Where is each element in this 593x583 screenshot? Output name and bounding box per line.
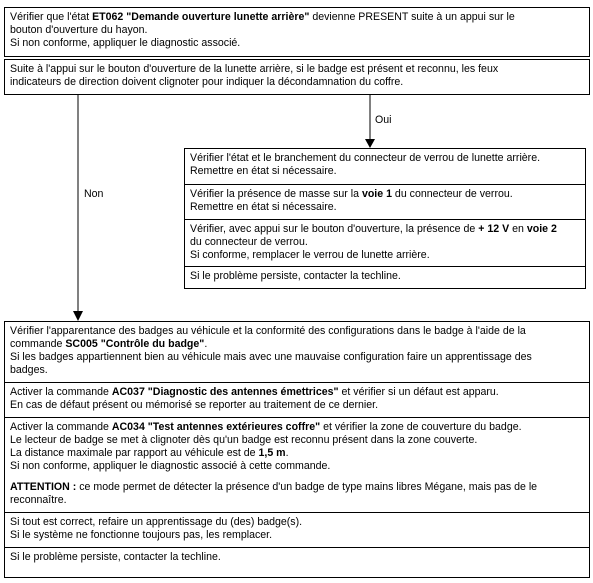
text: Si conforme, remplacer le verrou de lunette arrière. xyxy=(190,249,430,261)
text: Vérifier la présence de masse sur la xyxy=(190,188,362,200)
text: La distance maximale par rapport au véhicule est de xyxy=(10,447,259,459)
command-name: SC005 "Contrôle du badge" xyxy=(65,338,205,350)
check-et062-text xyxy=(5,8,589,53)
non-arrow-head xyxy=(73,311,83,321)
text: Activer la commande xyxy=(10,421,112,433)
text: . xyxy=(285,447,289,459)
text: reconnaître. xyxy=(10,494,67,506)
text: ce mode permet de détecter la présence d'un badge de type mains libres Mégane, mais pas de le xyxy=(76,481,538,493)
text: devienne PRESENT suite à un appui sur le xyxy=(309,11,515,23)
text: Vérifier l'apparentance des badges au véhicule et la conformité des configurations dans le badge à l'aide de la xyxy=(10,325,526,337)
unlock-condition-text xyxy=(5,60,589,92)
text: bouton d'ouverture du hayon. xyxy=(10,24,148,36)
techline-cell xyxy=(5,547,589,569)
command-name: AC037 "Diagnostic des antennes émettrices" xyxy=(111,386,339,398)
check-12v-cell xyxy=(185,219,585,266)
text: Si non conforme, appliquer le diagnostic associé. xyxy=(10,37,241,49)
text: Si les badges appartiennent bien au véhicule mais avec une mauvaise configuration faire un apprentissage des xyxy=(10,351,532,363)
voltage-label: + 12 V xyxy=(478,223,510,235)
text: en xyxy=(509,223,527,235)
attention-cell xyxy=(5,478,589,512)
text: commande xyxy=(10,338,66,350)
text: Si le système ne fonctionne toujours pas, les remplacer. xyxy=(10,529,273,541)
text: Vérifier, avec appui sur le bouton d'ouverture, la présence de xyxy=(190,223,479,235)
text: Activer la commande xyxy=(10,386,112,398)
antenna-test-cell xyxy=(5,417,589,478)
unlock-condition-box xyxy=(4,59,590,95)
text: du connecteur de verrou. xyxy=(190,236,308,248)
text: Si non conforme, appliquer le diagnostic associé à cette commande. xyxy=(10,460,331,472)
text: . xyxy=(204,338,208,350)
oui-arrow-head xyxy=(365,139,375,148)
oui-checks-box xyxy=(184,148,586,289)
text: du connecteur de verrou. xyxy=(391,188,513,200)
state-name: ET062 "Demande ouverture lunette arrière" xyxy=(92,11,310,23)
pin-label: voie 1 xyxy=(361,188,392,200)
relearn-cell xyxy=(5,512,589,547)
text: et vérifier la zone de couverture du badge. xyxy=(320,421,522,433)
text: Vérifier que l'état xyxy=(10,11,93,23)
check-et062-box xyxy=(4,7,590,57)
text: et vérifier si un défaut est apparu. xyxy=(338,386,499,398)
text: Remettre en état si nécessaire. xyxy=(190,201,337,213)
text: indicateurs de direction doivent clignoter pour indiquer la décondamnation du coffre. xyxy=(10,76,404,88)
check-connector-cell xyxy=(185,149,585,184)
attention-label: ATTENTION : xyxy=(10,481,77,493)
text: Si le problème persiste, contacter la techline. xyxy=(10,551,221,563)
non-label: Non xyxy=(84,188,104,200)
text: Remettre en état si nécessaire. xyxy=(190,165,337,177)
text: Si le problème persiste, contacter la techline. xyxy=(190,270,401,282)
text: Le lecteur de badge se met à clignoter dès qu'un badge est reconnu présent dans la zone couverte. xyxy=(10,434,478,446)
non-checks-box xyxy=(4,321,590,578)
text: En cas de défaut présent ou mémorisé se reporter au traitement de ce dernier. xyxy=(10,399,379,411)
oui-label: Oui xyxy=(375,114,392,126)
text: Si tout est correct, refaire un apprentissage du (des) badge(s). xyxy=(10,516,303,528)
pin-label: voie 2 xyxy=(526,223,557,235)
text: Vérifier l'état et le branchement du connecteur de verrou de lunette arrière. xyxy=(190,152,541,164)
badge-config-cell xyxy=(5,322,589,382)
techline-cell xyxy=(185,266,585,288)
command-name: AC034 "Test antennes extérieures coffre" xyxy=(111,421,321,433)
check-ground-cell xyxy=(185,184,585,219)
antenna-diag-cell xyxy=(5,382,589,417)
text: Suite à l'appui sur le bouton d'ouverture de la lunette arrière, si le badge est présent et reconnu, les feux xyxy=(10,63,499,75)
text: badges. xyxy=(10,364,48,376)
distance-value: 1,5 m xyxy=(258,447,286,459)
